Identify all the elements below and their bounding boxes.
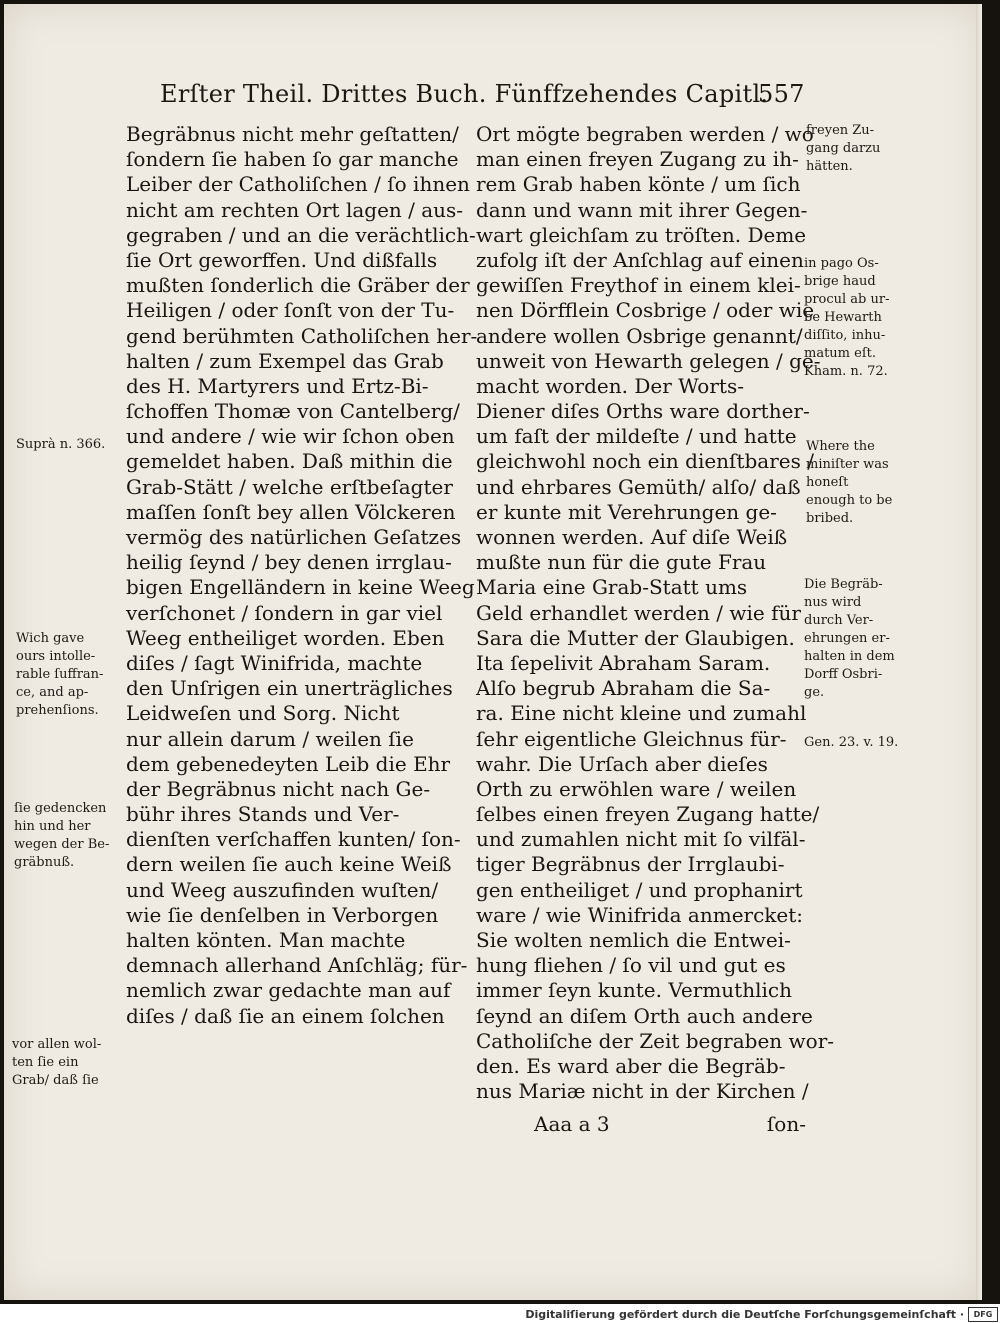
text-line: mußte nun für die gute Frau xyxy=(476,550,767,575)
text-line: andere wollen Osbrige genannt/ xyxy=(476,323,803,348)
right-margin-note xyxy=(806,438,892,528)
text-line: wonnen werden. Auf diſe Weiß xyxy=(476,525,788,549)
text-line: ſondern ſie haben ſo gar manche xyxy=(126,147,459,172)
left-margin-note xyxy=(14,800,109,872)
margin-note-line: Dorff Osbri- xyxy=(804,667,883,682)
margin-note-line: diſſito, inhu- xyxy=(804,328,886,343)
text-line: Begräbnus nicht mehr geſtatten/ xyxy=(126,122,459,146)
margin-note-line: Suprà n. 366. xyxy=(16,437,106,452)
margin-note-line: nus wird xyxy=(804,595,862,610)
text-line: gegraben / und an die verächtlich- xyxy=(126,222,476,247)
text-line: um faſt der mildeſte / und hatte xyxy=(476,424,797,449)
text-line: Ort mögte begraben werden / wo xyxy=(476,122,814,146)
text-line: nur allein darum / weilen ſie xyxy=(126,726,414,751)
margin-note-line: prehenſions. xyxy=(16,703,99,718)
right-margin-note xyxy=(804,734,898,752)
text-line: halten / zum Exempel das Grab xyxy=(126,348,444,373)
margin-note-line: vor allen wol- xyxy=(12,1037,102,1052)
catchword: ſon- xyxy=(766,1112,806,1136)
text-line: wie ſie denſelben in Verborgen xyxy=(126,902,439,927)
text-line: Diener diſes Orths ware dorther- xyxy=(476,399,810,424)
text-line: Sie wolten nemlich die Entwei- xyxy=(476,928,791,952)
margin-note-line: ten ſie ein xyxy=(12,1055,79,1070)
text-line: nen Dörfflein Cosbrige / oder wie xyxy=(476,298,815,323)
right-margin-note xyxy=(804,576,895,702)
text-line: ware / wie Winifrida anmercket: xyxy=(476,902,804,927)
text-line: dann und wann mit ihrer Gegen- xyxy=(476,197,808,222)
text-line: gemeldet haben. Daß mithin die xyxy=(126,449,453,474)
margin-note-line: enough to be xyxy=(806,493,893,508)
text-line: ſelbes einen freyen Zugang hatte/ xyxy=(476,802,820,827)
text-line: Ita ſepelivit Abraham Saram. xyxy=(476,650,771,675)
text-line: dern weilen ſie auch keine Weiß xyxy=(126,852,452,877)
margin-note-line: Wich gave xyxy=(16,631,85,646)
margin-note-line: Die Begräb- xyxy=(804,577,883,592)
text-line: ra. Eine nicht kleine und zumahl xyxy=(476,701,807,726)
margin-note-line: Kham. n. 72. xyxy=(804,364,888,379)
text-line: zufolg iſt der Anſchlag auf einen xyxy=(476,247,804,272)
text-line: vermög des natürlichen Geſatzes xyxy=(126,525,462,549)
text-line: diſes / ſagt Winifrida, machte xyxy=(126,650,423,675)
margin-note-line: wegen der Be- xyxy=(14,837,110,852)
text-line: gend berühmten Catholiſchen her- xyxy=(126,323,478,348)
margin-note-line: Where the xyxy=(806,439,875,454)
digitization-footer xyxy=(0,1304,1000,1323)
running-header xyxy=(160,80,810,108)
margin-note-line: hätten. xyxy=(806,159,853,174)
text-line: den Unſrigen ein unerträgliches xyxy=(126,676,453,701)
margin-note-line: gräbnuß. xyxy=(14,855,75,870)
text-line: wart gleichſam zu tröſten. Deme xyxy=(476,222,807,247)
text-line: bigen Engelländern in keine Weeg xyxy=(126,575,475,600)
text-line: nicht am rechten Ort lagen / aus- xyxy=(126,197,464,222)
margin-note-line: durch Ver- xyxy=(804,613,874,628)
margin-note-line: honeſt xyxy=(806,475,849,490)
right-margin-note xyxy=(804,255,890,381)
left-margin-note xyxy=(12,1036,101,1090)
text-line: Leidweſen und Sorg. Nicht xyxy=(126,701,400,726)
dfg-logo: DFG xyxy=(968,1307,998,1322)
text-line: maſſen ſonſt bey allen Völckeren xyxy=(126,499,456,524)
signature-mark: Aaa a 3 xyxy=(534,1112,610,1136)
text-line: gewiſſen Freythof in einem klei- xyxy=(476,273,801,298)
margin-note-line: ſie gedencken xyxy=(14,801,107,816)
text-column-left xyxy=(126,122,478,1029)
margin-note-line: halten in dem xyxy=(804,649,895,664)
text-line: dem gebenedeyten Leib die Ehr xyxy=(126,751,451,776)
text-line: er kunte mit Verehrungen ge- xyxy=(476,499,777,524)
margin-note-line: ge. xyxy=(804,685,825,700)
text-line: immer ſeyn kunte. Vermuthlich xyxy=(476,978,792,1003)
left-margin-note xyxy=(16,630,103,720)
text-line: Maria eine Grab-Statt ums xyxy=(476,575,748,600)
margin-note-line: in pago Os- xyxy=(804,256,879,271)
running-title: Erſter Theil. Drittes Buch. Fünffzehendes Capitl. xyxy=(160,80,769,108)
text-line: und ehrbares Gemüth/ alſo/ daß xyxy=(476,474,801,499)
text-line: dienſten verſchaffen kunten/ ſon- xyxy=(126,827,461,852)
text-line: Weeg entheiliget worden. Eben xyxy=(126,625,445,650)
text-line: ſchoffen Thomæ von Cantelberg/ xyxy=(126,399,460,424)
left-margin-note xyxy=(16,436,105,454)
text-line: Heiligen / oder ſonſt von der Tu- xyxy=(126,298,455,323)
text-line: ſehr eigentliche Gleichnus für- xyxy=(476,726,787,751)
margin-note-line: bribed. xyxy=(806,511,854,526)
text-line: und zumahlen nicht mit ſo vilfäl- xyxy=(476,827,806,852)
text-line: nemlich zwar gedachte man auf xyxy=(126,978,451,1003)
text-line: Geld erhandlet werden / wie für xyxy=(476,600,801,625)
text-line: Orth zu erwöhlen ware / weilen xyxy=(476,776,797,801)
text-line: nus Mariæ nicht in der Kirchen / xyxy=(476,1079,809,1104)
margin-note-line: miniſter was xyxy=(806,457,889,472)
margin-note-line: brige haud xyxy=(804,274,876,289)
text-line: diſes / daß ſie an einem ſolchen xyxy=(126,1003,445,1028)
text-line: ſie Ort geworffen. Und dißfalls xyxy=(126,247,438,272)
margin-note-line: Gen. 23. v. 19. xyxy=(804,735,899,750)
margin-note-line: rable ſuffran- xyxy=(16,667,104,682)
page-number: 557 xyxy=(758,80,805,108)
text-line: Leiber der Catholiſchen / ſo ihnen xyxy=(126,172,470,197)
margin-note-line: gang darzu xyxy=(806,141,881,156)
footer-credit: Digitaliſierung gefördert durch die Deutſche Forſchungsgemeinſchaft · xyxy=(525,1308,964,1321)
text-line: und Weeg auszufinden wuſten/ xyxy=(126,877,439,902)
text-line: bühr ihres Stands und Ver- xyxy=(126,802,400,827)
margin-note-line: matum eſt. xyxy=(804,346,876,361)
text-line: halten könten. Man machte xyxy=(126,928,406,952)
text-line: Catholiſche der Zeit begraben wor- xyxy=(476,1028,835,1053)
text-line: demnach allerhand Anſchläg; für- xyxy=(126,953,468,978)
text-line: macht worden. Der Worts- xyxy=(476,373,744,398)
text-line: Sara die Mutter der Glaubigen. xyxy=(476,625,795,650)
page-edge xyxy=(976,4,982,1300)
text-line: den. Es ward aber die Begräb- xyxy=(476,1053,786,1078)
margin-note-line: procul ab ur- xyxy=(804,292,890,307)
text-line: tiger Begräbnus der Irrglaubi- xyxy=(476,852,785,877)
margin-note-line: hin und her xyxy=(14,819,91,834)
text-line: gen entheiliget / und prophanirt xyxy=(476,877,803,902)
text-line: heilig ſeynd / bey denen irrglau- xyxy=(126,550,452,575)
text-line: wahr. Die Urſach aber dieſes xyxy=(476,751,768,776)
text-line: unweit von Hewarth gelegen / ge- xyxy=(476,348,821,373)
margin-note-line: ehrungen er- xyxy=(804,631,890,646)
text-line: mußten ſonderlich die Gräber der xyxy=(126,273,470,298)
text-line: hung fliehen / ſo vil und gut es xyxy=(476,953,786,978)
text-line: rem Grab haben könte / um ſich xyxy=(476,172,801,197)
text-line: man einen freyen Zugang zu ih- xyxy=(476,147,799,172)
text-line: gleichwohl noch ein dienſtbares / xyxy=(476,449,814,474)
text-line: Alſo begrub Abraham die Sa- xyxy=(476,676,771,701)
text-line: Grab-Stätt / welche erſtbeſagter xyxy=(126,474,453,499)
margin-note-line: be Hewarth xyxy=(804,310,882,325)
margin-note-line: freyen Zu- xyxy=(806,123,875,138)
text-line: ſeynd an diſem Orth auch andere xyxy=(476,1003,813,1028)
margin-note-line: Grab/ daß ſie xyxy=(12,1073,99,1088)
right-margin-note xyxy=(806,122,880,176)
text-line: verſchonet / ſondern in gar viel xyxy=(126,600,443,625)
text-line: und andere / wie wir ſchon oben xyxy=(126,424,455,449)
margin-note-line: ce, and ap- xyxy=(16,685,89,700)
margin-note-line: ours intolle- xyxy=(16,649,96,664)
text-line: der Begräbnus nicht nach Ge- xyxy=(126,776,431,801)
text-line: des H. Martyrers und Ertz-Bi- xyxy=(126,373,429,398)
